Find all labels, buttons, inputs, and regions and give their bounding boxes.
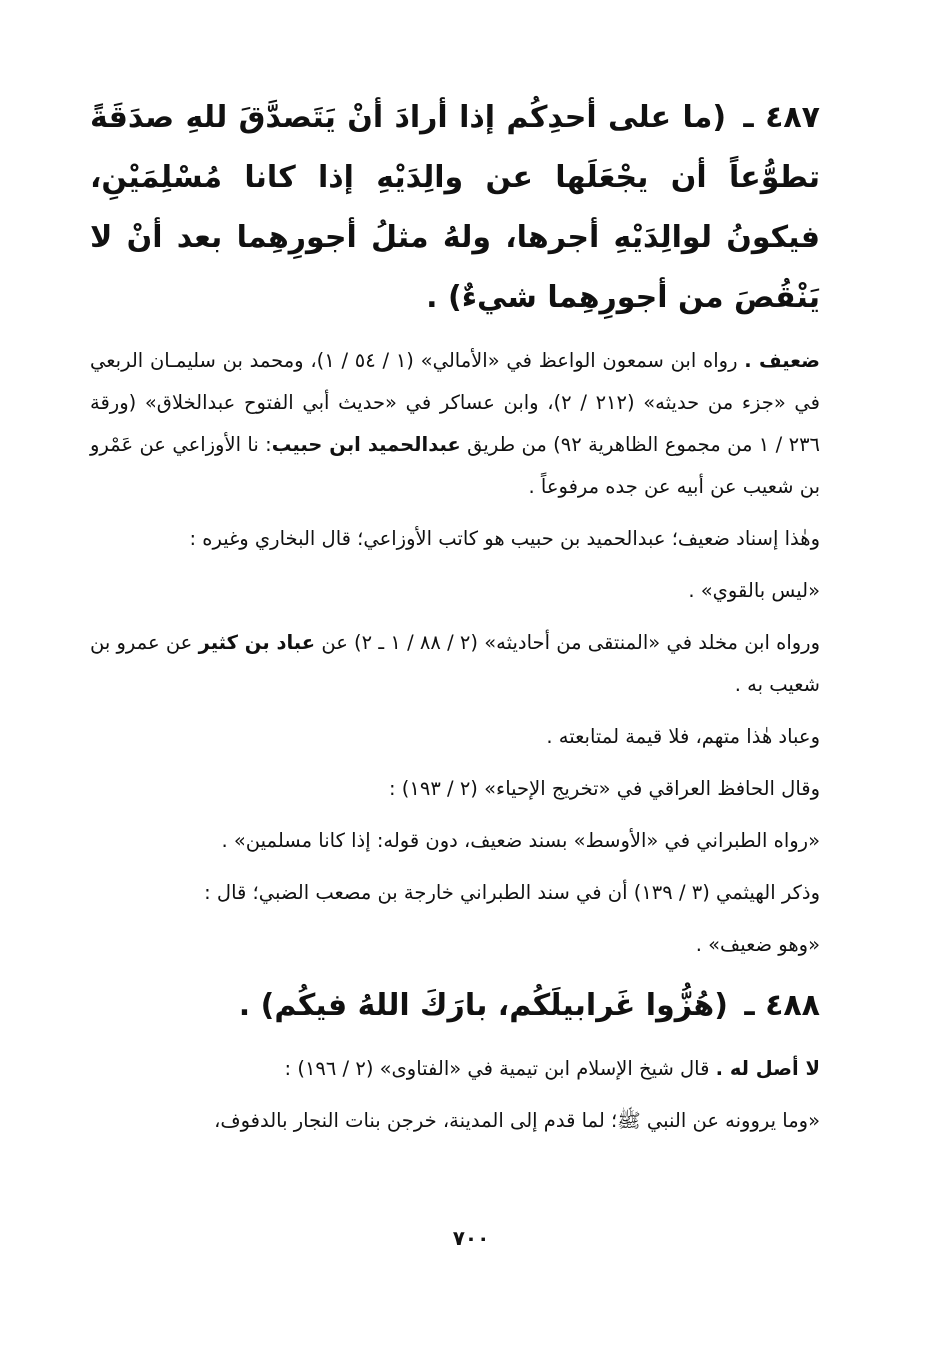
- quotation-4: «وما يروونه عن النبي ﷺ؛ لما قدم إلى المدينة، خرجن بنات النجار بالدفوف،: [214, 1109, 820, 1132]
- hadith-number: ٤٨٨ ـ: [744, 988, 820, 1023]
- hadith-grade: لا أصل له .: [715, 1057, 820, 1080]
- page-body: [90, 88, 820, 1152]
- hadith-text: (ما على أحدِكُم إذا أرادَ أنْ يَتَصدَّقَ للهِ صدَقَةً تطوُّعاً أن يجْعَلَها عن والِدَيْهِ إذا كانا مُسْلِمَيْنِ، فيكونُ لوالِدَيْهِ أجرها، ولهُ مثلُ أجورِهِما بعد أنْ لا يَنْقُصَ من أجورِهِما شيءٌ) .: [90, 100, 820, 315]
- hadith-grade: ضعيف .: [744, 349, 821, 372]
- takhrij-paragraph-6: وذكر الهيثمي (٣ / ١٣٩) أن في سند الطبراني خارجة بن مصعب الضبي؛ قال :: [204, 881, 820, 904]
- takhrij-paragraph-2: وهٰذا إسناد ضعيف؛ عبدالحميد بن حبيب هو كاتب الأوزاعي؛ قال البخاري وغيره :: [189, 527, 820, 550]
- takhrij-paragraph-3: [90, 622, 820, 706]
- quotation-3: «وهو ضعيف» .: [695, 933, 820, 956]
- takhrij-paragraph-5: وقال الحافظ العراقي في «تخريج الإحياء» (٢ / ١٩٣) :: [389, 777, 820, 800]
- narrator-name: عبدالحميد ابن حبيب: [271, 433, 461, 456]
- narrator-name: عباد بن كثير: [198, 631, 316, 654]
- paragraph-text-end: عن عمرو بن شعيب به .: [90, 631, 820, 696]
- quotation-2: «رواه الطبراني في «الأوسط» بسند ضعيف، دون قوله: إذا كانا مسلمين» .: [221, 829, 820, 852]
- paragraph-text: قال شيخ الإسلام ابن تيمية في «الفتاوى» (٢ / ١٩٦) :: [284, 1057, 710, 1080]
- hadith-text: (هُزُّوا غَرابيلَكُم، بارَكَ اللهُ فيكُم) .: [238, 988, 728, 1023]
- hadith-487: [90, 88, 820, 328]
- takhrij-paragraph-7: [90, 1048, 820, 1090]
- takhrij-paragraph-1: [90, 340, 820, 508]
- quotation-1: «ليس بالقوي» .: [688, 579, 820, 602]
- paragraph-text-end: : نا الأوزاعي عن عَمْرو بن شعيب عن أبيه عن جده مرفوعاً .: [90, 433, 820, 498]
- takhrij-paragraph-4: وعباد هٰذا متهم، فلا قيمة لمتابعته .: [546, 725, 820, 748]
- paragraph-text: رواه ابن سمعون الواعظ في «الأمالي» (١ / ٥٤ / ١)، ومحمد بن سليمـان الربعي في «جزء من حديثه» (٢١٢ / ٢)، وابن عساكر في «حديث أبي الفتوح عبدالخلاق» (ورقة ٢٣٦ / ١ من مجموع الظاهرية ٩٢) من طريق: [90, 349, 821, 456]
- hadith-488: [90, 976, 820, 1036]
- paragraph-text: ورواه ابن مخلد في «المنتقى من أحاديثه» (٢ / ٨٨ / ١ ـ ٢) عن: [321, 631, 821, 654]
- hadith-number: ٤٨٧ ـ: [743, 100, 820, 135]
- page-number: ٧٠٠: [452, 1226, 490, 1250]
